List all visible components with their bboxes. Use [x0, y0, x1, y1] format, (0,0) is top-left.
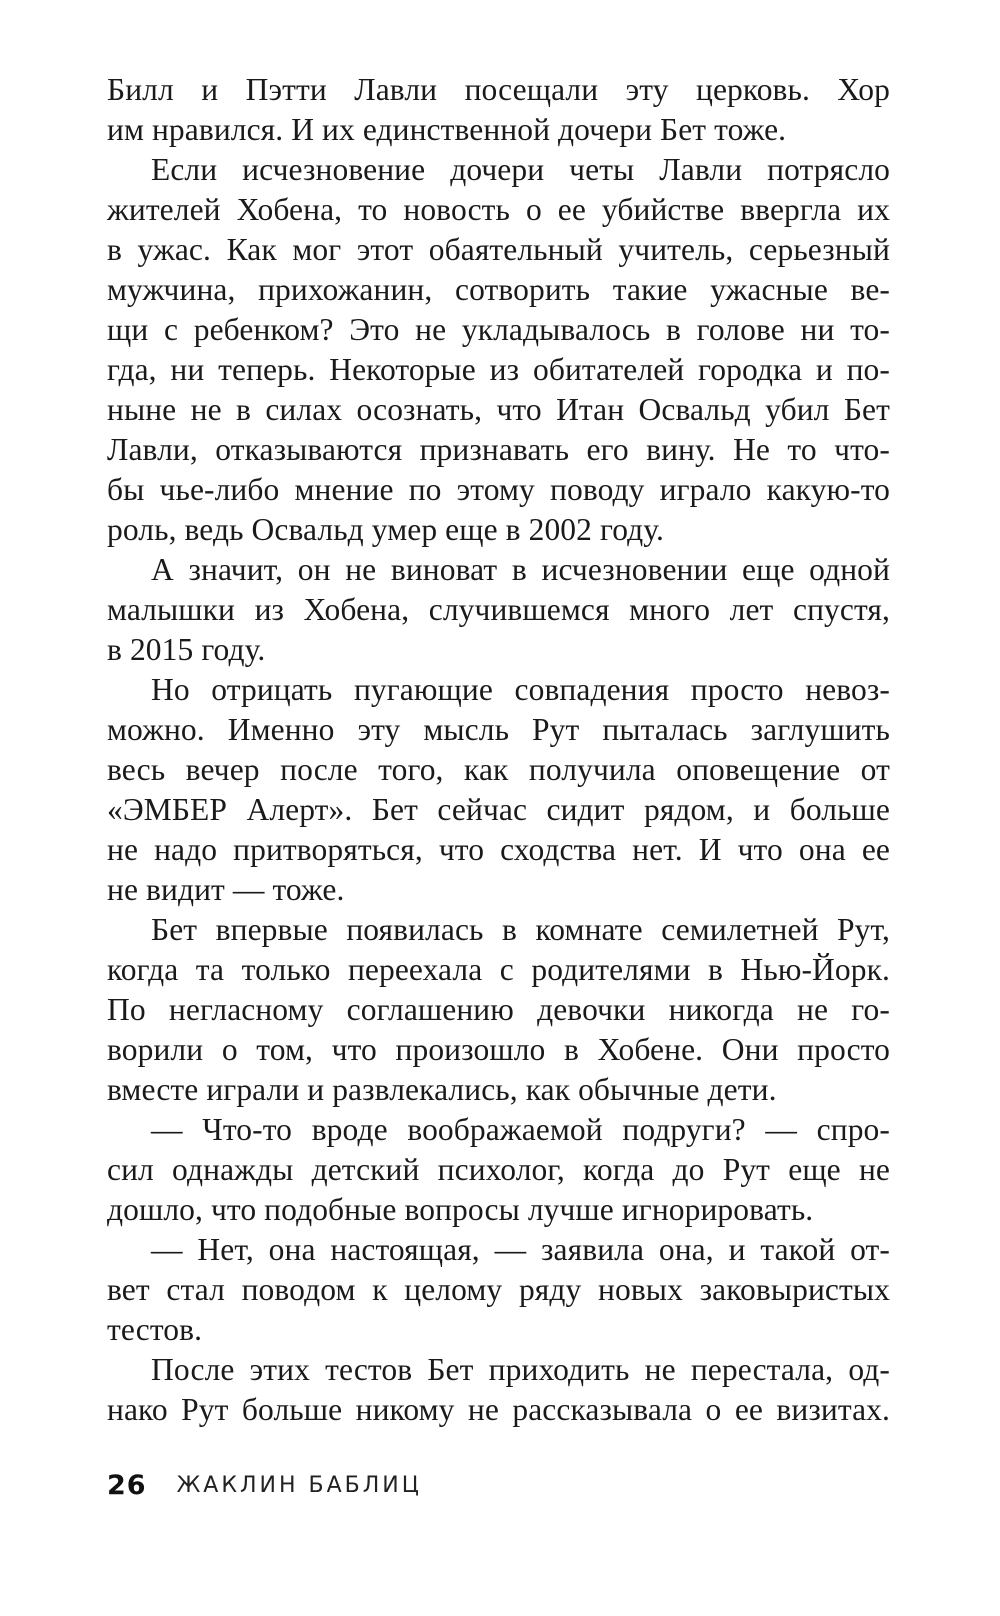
text-line: им нравился. И их единственной дочери Бет тоже. — [107, 112, 787, 147]
text-line: А значит, он не виноват в исчезновении еще одной — [151, 552, 890, 587]
text-line: жителей Хобена, то новость о ее убийстве ввергла их — [107, 192, 890, 227]
text-line: дошло, что подобные вопросы лучше игнорировать. — [107, 1192, 814, 1227]
text-line: — Что-то вроде воображаемой подруги? — спро- — [151, 1112, 890, 1147]
text-line: не надо притворяться, что сходства нет. И что она ее — [107, 832, 890, 867]
text-line: Билл и Пэтти Лавли посещали эту церковь. Хор — [107, 72, 890, 107]
text-line: не видит — тоже. — [107, 872, 345, 907]
text-line: Бет впервые появилась в комнате семилетней Рут, — [151, 912, 890, 947]
text-line: «ЭМБЕР Алерт». Бет сейчас сидит рядом, и больше — [107, 792, 890, 827]
text-line: сил однажды детский психолог, когда до Рут еще не — [107, 1152, 890, 1187]
running-head-author: ЖАКЛИН БАБЛИЦ — [176, 1472, 422, 1498]
text-line: гда, ни теперь. Некоторые из обитателей городка и по- — [107, 352, 890, 387]
text-line: тестов. — [107, 1312, 203, 1347]
text-line: когда та только переехала с родителями в Нью-Йорк. — [107, 952, 890, 987]
text-line: малышки из Хобена, случившемся много лет спустя, — [107, 592, 890, 627]
text-line: бы чье-либо мнение по этому поводу играло какую-то — [107, 472, 890, 507]
text-line: роль, ведь Освальд умер еще в 2002 году. — [107, 512, 664, 547]
text-line: вместе играли и развлекались, как обычные дети. — [107, 1072, 777, 1107]
text-line: ныне не в силах осознать, что Итан Освальд убил Бет — [107, 392, 890, 427]
text-line: ворили о том, что произошло в Хобене. Они просто — [107, 1032, 890, 1067]
text-line: По негласному соглашению девочки никогда не го- — [107, 992, 890, 1027]
text-line: можно. Именно эту мысль Рут пыталась заглушить — [107, 712, 890, 747]
text-line: щи с ребенком? Это не укладывалось в голове ни то- — [107, 312, 890, 347]
text-line: вет стал поводом к целому ряду новых заковыристых — [107, 1272, 890, 1307]
text-line: Но отрицать пугающие совпадения просто невоз- — [151, 672, 890, 707]
text-line: Лавли, отказываются признавать его вину. Не то что- — [107, 432, 890, 467]
text-line: мужчина, прихожанин, сотворить такие ужасные ве- — [107, 272, 890, 307]
text-line: После этих тестов Бет приходить не перестала, од- — [151, 1352, 890, 1387]
page-number: 26 — [107, 1469, 147, 1501]
text-line: весь вечер после того, как получила оповещение от — [107, 752, 890, 787]
text-line: нако Рут больше никому не рассказывала о ее визитах. — [107, 1392, 890, 1427]
text-line: Если исчезновение дочери четы Лавли потрясло — [151, 152, 890, 187]
text-line: — Нет, она настоящая, — заявила она, и такой от- — [151, 1232, 890, 1267]
page-footer — [107, 1465, 422, 1505]
text-line: в 2015 году. — [107, 632, 266, 667]
text-line: в ужас. Как мог этот обаятельный учитель, серьезный — [107, 232, 890, 267]
